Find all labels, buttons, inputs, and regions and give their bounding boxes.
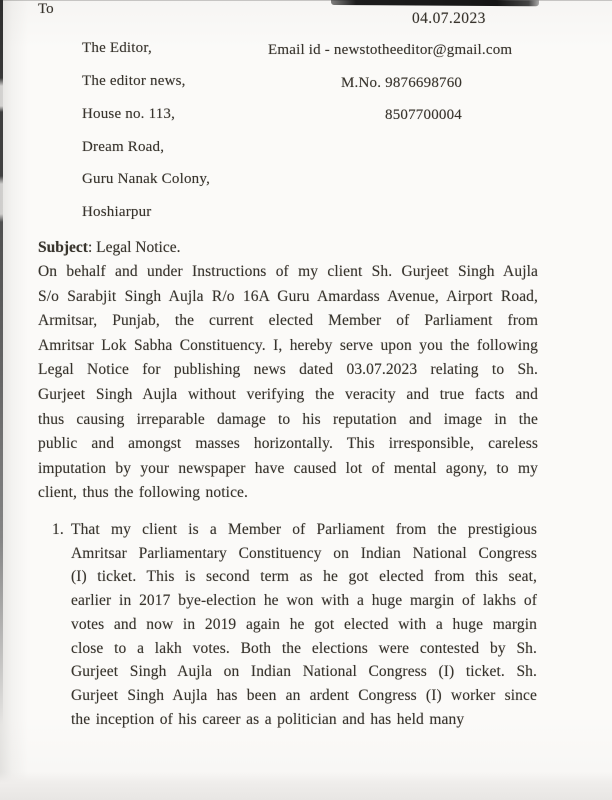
scan-artifact-left-edge-line <box>0 0 3 730</box>
item-number: 1. <box>52 521 64 538</box>
paragraph-line: Legal Notice for publishing news dated 03.07.2023 relating to Sh. <box>38 361 538 379</box>
paragraph-line: On behalf and under Instructions of my client Sh. Gurjeet Singh Aujla <box>38 263 538 280</box>
recipient-line: The editor news, <box>82 73 186 89</box>
contact-alt-number: 8507700004 <box>385 107 462 123</box>
paragraph-line: thus causing irreparable damage to his reputation and image in the <box>38 410 538 428</box>
item-line: Gurjeet Singh Aujla has been an ardent Congress (I) worker since <box>71 686 537 704</box>
opening-paragraph <box>38 260 538 506</box>
item-line: earlier in 2017 bye-election he won with a huge margin of lakhs of <box>71 592 537 610</box>
paragraph-line: Armitsar, Punjab, the current elected Member of Parliament from <box>38 312 538 330</box>
scan-artifact-top-black-bar <box>331 0 539 6</box>
item-line: votes and now in 2019 again he got elected with a huge margin <box>71 615 537 633</box>
item-line: the inception of his career as a politician and has held many <box>71 710 465 728</box>
item-line: (I) ticket. This is second term as he got elected from this seat, <box>71 568 537 586</box>
paragraph-line: client, thus the following notice. <box>38 484 248 502</box>
paragraph-line: Gurjeet Singh Aujla without verifying the veracity and true facts and <box>38 385 538 403</box>
item-line: Amritsar Parliamentary Constituency on Indian National Congress <box>71 544 537 562</box>
item-line: close to a lakh votes. Both the elections were contested by Sh. <box>71 639 537 657</box>
contact-mobile-number: M.No. 9876698760 <box>341 75 463 91</box>
scan-artifact-bottom-band <box>0 772 612 800</box>
recipient-line: Guru Nanak Colony, <box>82 171 211 187</box>
paragraph-line: imputation by your newspaper have caused lot of mental agony, to my <box>38 459 538 477</box>
paragraph-line: public and amongst masses horizontally. This irresponsible, careless <box>38 435 538 453</box>
recipient-line: Hoshiarpur <box>82 204 152 220</box>
item-line: That my client is a Member of Parliament from the prestigious <box>71 521 537 538</box>
subject-text: : Legal Notice. <box>87 239 181 256</box>
paragraph-line: S/o Sarabjit Singh Aujla R/o 16A Guru Amardass Avenue, Airport Road, <box>38 287 538 305</box>
numbered-item-1 <box>52 518 537 731</box>
contact-email: Email id - newstotheeditor@gmail.com <box>268 42 513 58</box>
recipient-line: The Editor, <box>82 40 152 56</box>
paragraph-line: Amritsar Lok Sabha Constituency. I, hereby serve upon you the following <box>38 336 538 354</box>
item-line: Gurjeet Singh Aujla on Indian National Congress (I) ticket. Sh. <box>71 663 537 681</box>
recipient-line: House no. 113, <box>82 106 176 122</box>
subject-label: Subject <box>38 239 88 256</box>
recipient-line: Dream Road, <box>82 139 165 155</box>
item-text <box>71 518 537 731</box>
subject-line <box>38 239 180 257</box>
letter-date: 04.07.2023 <box>412 10 486 27</box>
salutation-to: To <box>38 1 54 17</box>
